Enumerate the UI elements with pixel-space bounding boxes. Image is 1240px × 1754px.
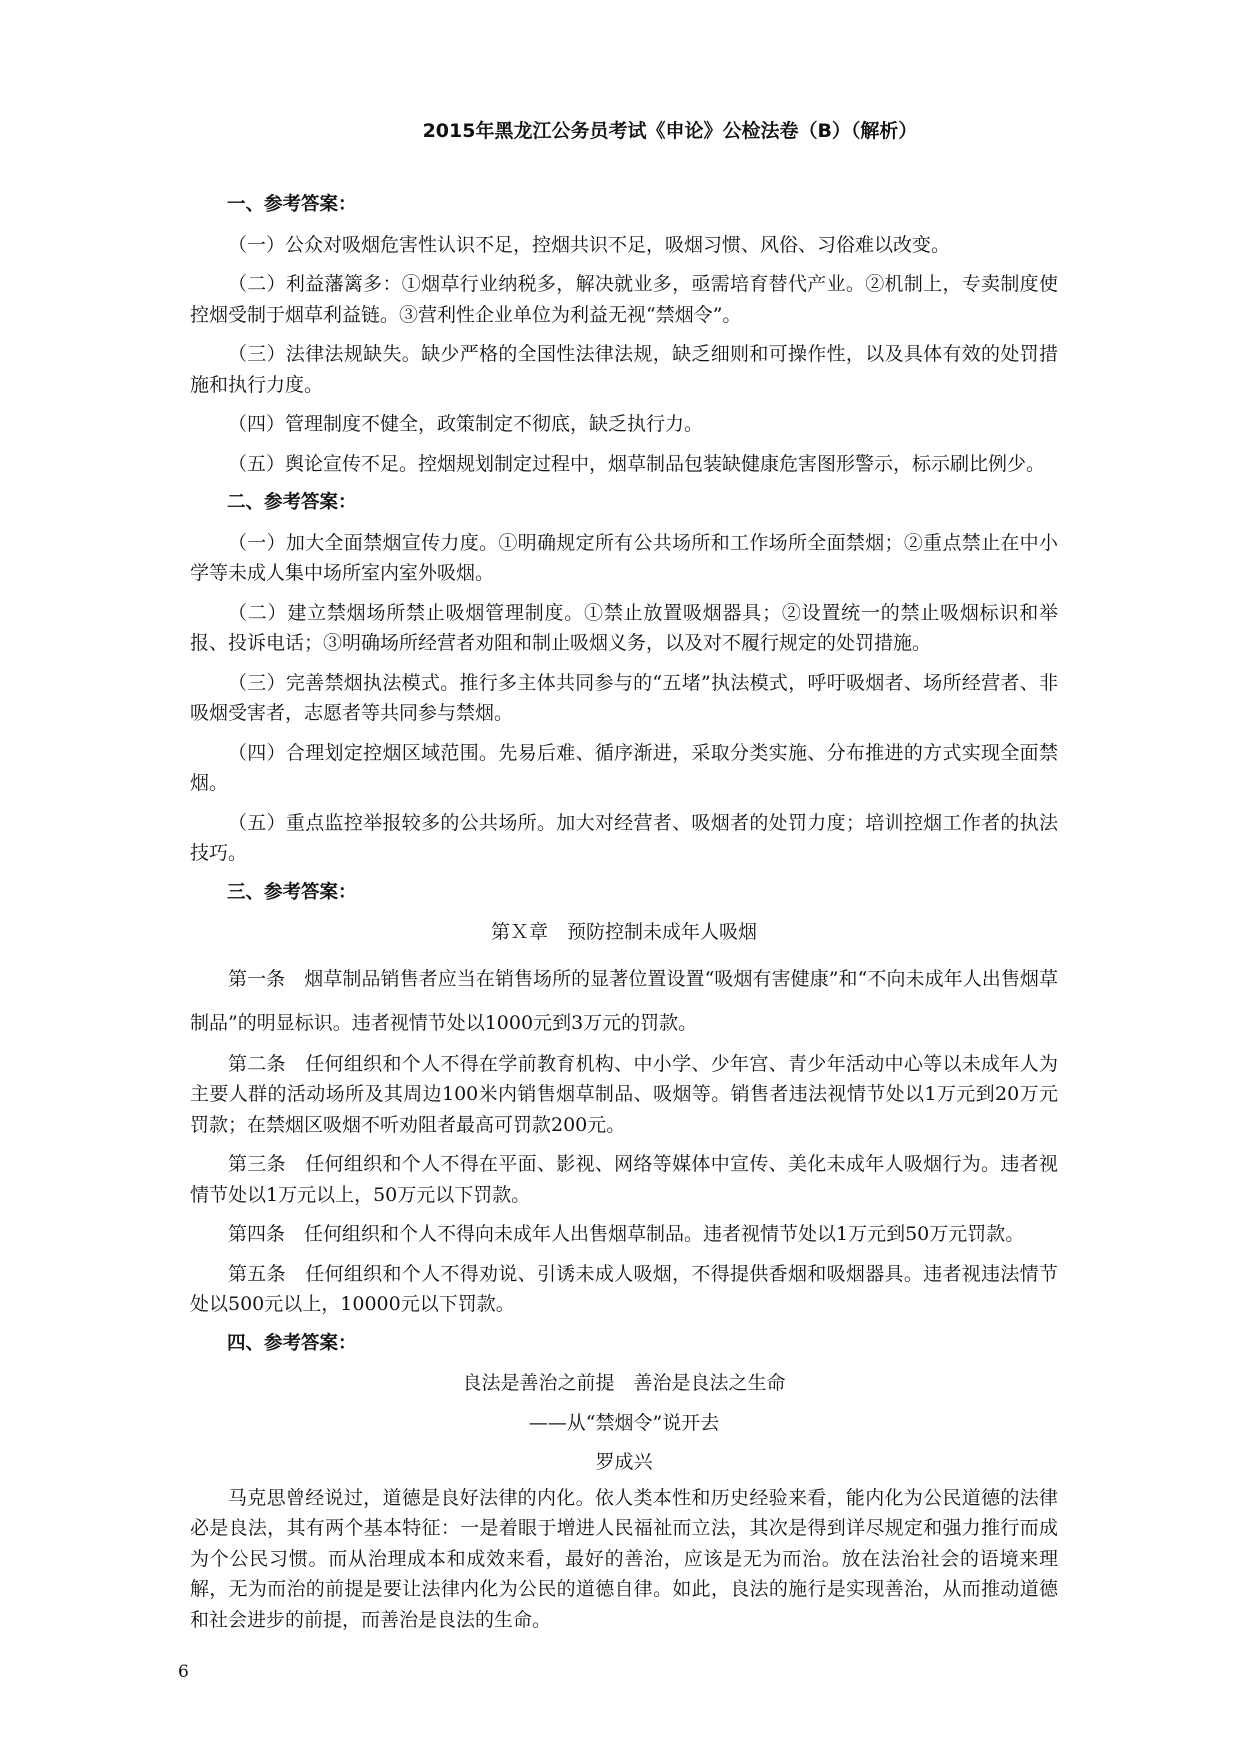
- section-heading-2: 二、参考答案：: [227, 492, 357, 513]
- paragraph: （三）完善禁烟执法模式。推行多主体共同参与的“五堵”执法模式，呼吁吸烟者、场所经营者、非吸烟受害者，志愿者等共同参与禁烟。: [190, 671, 1058, 724]
- paragraph: （四）合理划定控烟区域范围。先易后难、循序渐进，采取分类实施、分布推进的方式实现全面禁烟。: [190, 741, 1058, 794]
- paragraph: （五）重点监控举报较多的公共场所。加大对经营者、吸烟者的处罚力度；培训控烟工作者的执法技巧。: [190, 811, 1058, 864]
- document-body: [190, 190, 1058, 1644]
- essay-title: 良法是善治之前提 善治是良法之生命: [462, 1372, 786, 1394]
- article: 第三条 任何组织和个人不得在平面、影视、网络等媒体中宣传、美化未成年人吸烟行为。违者视情节处以1万元以上，50万元以下罚款。: [190, 1153, 1058, 1206]
- document-title: 2015年黑龙江公务员考试《申论》公检法卷（B）（解析）: [422, 120, 918, 142]
- article: 第四条 任何组织和个人不得向未成年人出售烟草制品。违者视情节处以1万元到50万元罚款。: [228, 1223, 1025, 1245]
- article: 第一条 烟草制品销售者应当在销售场所的显著位置设置“吸烟有害健康”和“不向未成年人出售烟草制品”的明显标识。违者视情节处以1000元到3万元的罚款。: [190, 967, 1058, 1034]
- page-number: 6: [178, 1662, 189, 1682]
- article: 第二条 任何组织和个人不得在学前教育机构、中小学、少年宫、青少年活动中心等以未成年人为主要人群的活动场所及其周边100米内销售烟草制品、吸烟等。销售者违法视情节处以1万元到20万元罚款；在禁烟区吸烟不听劝阻者最高可罚款200元。: [190, 1052, 1058, 1136]
- article: 第五条 任何组织和个人不得劝说、引诱未成人吸烟，不得提供香烟和吸烟器具。违者视违法情节处以500元以上，10000元以下罚款。: [190, 1262, 1058, 1315]
- paragraph: （三）法律法规缺失。缺少严格的全国性法律法规，缺乏细则和可操作性，以及具体有效的处罚措施和执行力度。: [190, 343, 1058, 396]
- chapter-title: 第Ｘ章 预防控制未成年人吸烟: [490, 921, 757, 943]
- section-heading-1: 一、参考答案：: [227, 194, 357, 215]
- paragraph: （二）利益藩篱多：①烟草行业纳税多，解决就业多，亟需培育替代产业。②机制上，专卖制度使控烟受制于烟草利益链。③营利性企业单位为利益无视“禁烟令”。: [190, 273, 1058, 326]
- section-heading-4: 四、参考答案：: [227, 1332, 357, 1354]
- paragraph: （二）建立禁烟场所禁止吸烟管理制度。①禁止放置吸烟器具；②设置统一的禁止吸烟标识和举报、投诉电话；③明确场所经营者劝阻和制止吸烟义务，以及对不履行规定的处罚措施。: [190, 601, 1058, 654]
- paragraph: （四）管理制度不健全，政策制定不彻底，缺乏执行力。: [228, 413, 704, 435]
- essay-subtitle: ——从“禁烟令”说开去: [528, 1411, 720, 1434]
- paragraph: （一）加大全面禁烟宣传力度。①明确规定所有公共场所和工作场所全面禁烟；②重点禁止在中小学等未成人集中场所室内室外吸烟。: [190, 531, 1058, 584]
- essay-author: 罗成兴: [595, 1451, 653, 1473]
- paragraph: （五）舆论宣传不足。控烟规划制定过程中，烟草制品包装缺健康危害图形警示，标示刷比例少。: [228, 452, 1046, 475]
- paragraph: （一）公众对吸烟危害性认识不足，控烟共识不足，吸烟习惯、风俗、习俗难以改变。: [228, 233, 951, 256]
- essay-paragraph: 马克思曾经说过，道德是良好法律的内化。依人类本性和历史经验来看，能内化为公民道德的法律必是良法，其有两个基本特征：一是着眼于增进人民福祉而立法，其次是得到详尽规定和强力推行而成为个公民习惯。而从治理成本和成效来看，最好的善治，应该是无为而治。放在法治社会的语境来理解，无为而治的前提是要让法律内化为公民的道德自律。如此，良法的施行是实现善治，从而推动道德和社会进步的前提，而善治是良法的生命。: [190, 1486, 1058, 1631]
- section-heading-3: 三、参考答案：: [227, 881, 357, 903]
